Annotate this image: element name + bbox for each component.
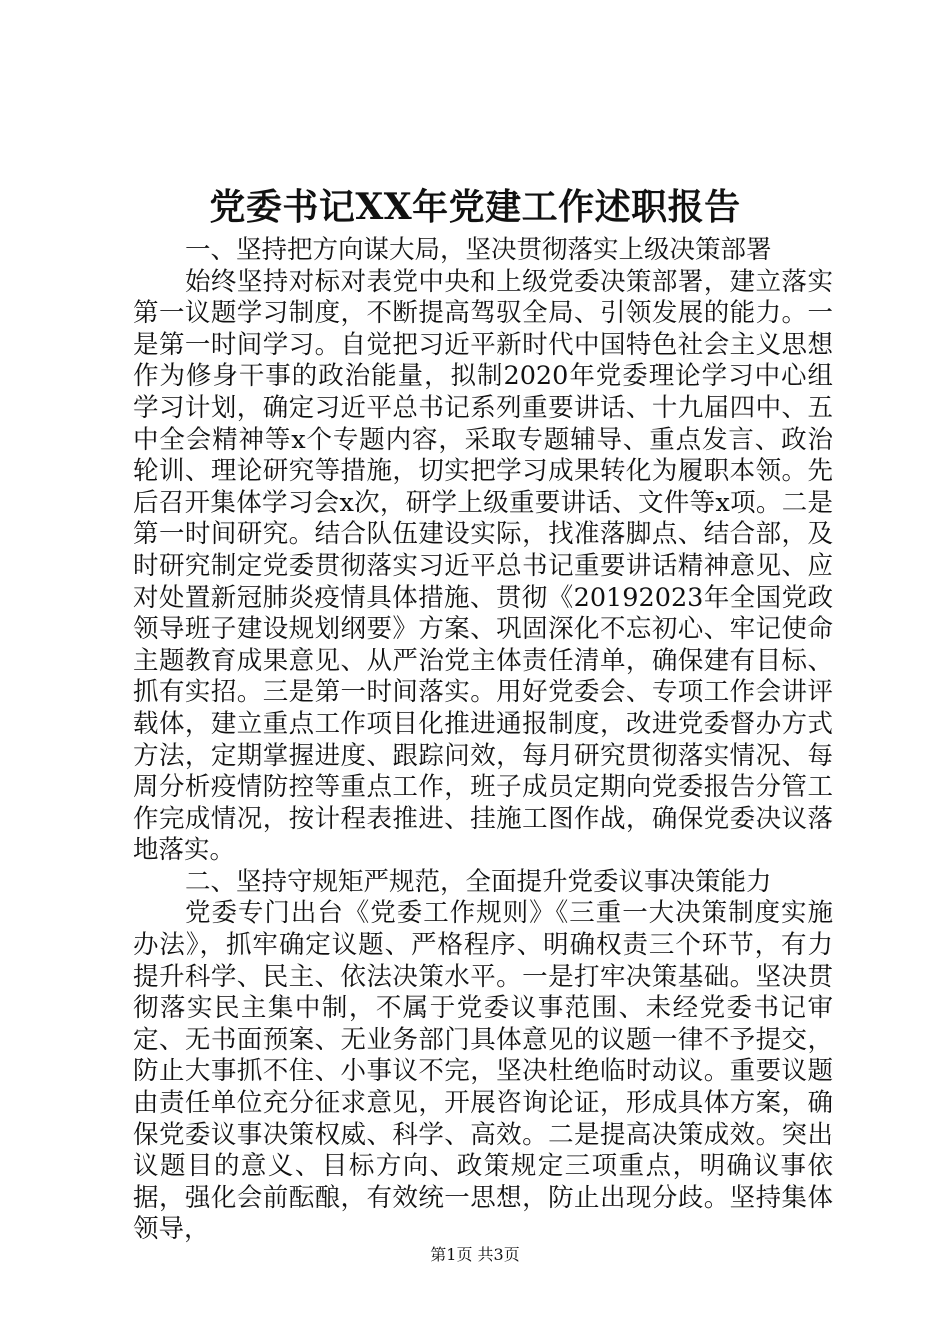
section-paragraph-1: 始终坚持对标对表党中央和上级党委决策部署，建立落实第一议题学习制度，不断提高驾驭全局、引领发展的能力。一是第一时间学习。自觉把习近平新时代中国特色社会主义思想作为修身干事的政治能量，拟制2020年党委理论学习中心组学习计划，确定习近平总书记系列重要讲话、十九届四中、五中全会精神等x个专题内容，采取专题辅导、重点发言、政治轮训、理论研究等措施，切实把学习成果转化为履职本领。先后召开集体学习会x次，研学上级重要讲话、文件等x项。二是第一时间研究。结合队伍建设实际，找准落脚点、结合部，及时研究制定党委贯彻落实习近平总书记重要讲话精神意见、应对处置新冠肺炎疫情具体措施、贯彻《20192023年全国党政领导班子建设规划纲要》方案、巩固深化不忘初心、牢记使命主题教育成果意见、从严治党主体责任清单，确保建有目标、抓有实招。三是第一时间落实。用好党委会、专项工作会讲评载体，建立重点工作项目化推进通报制度，改进党委督办方式方法，定期掌握进度、跟踪问效，每月研究贯彻落实情况、每周分析疫情防控等重点工作，班子成员定期向党委报告分管工作完成情况，按计程表推进、挂施工图作战，确保党委决议落地落实。 — [133, 266, 833, 866]
section-paragraph-2: 党委专门出台《党委工作规则》《三重一大决策制度实施办法》，抓牢确定议题、严格程序、明确权责三个环节，有力提升科学、民主、依法决策水平。一是打牢决策基础。坚决贯彻落实民主集中制，不属于党委议事范围、未经党委书记审定、无书面预案、无业务部门具体意见的议题一律不予提交，防止大事抓不住、小事议不完，坚决杜绝临时动议。重要议题由责任单位充分征求意见，开展咨询论证，形成具体方案，确保党委议事决策权威、科学、高效。二是提高决策成效。突出议题目的意义、目标方向、政策规定三项重点，明确议事依据，强化会前酝酿，有效统一思想，防止出现分歧。坚持集体领导， — [133, 898, 833, 1245]
section-heading-1: 一、坚持把方向谋大局，坚决贯彻落实上级决策部署 — [185, 235, 772, 265]
page-number-footer: 第1页 共3页 — [430, 1245, 520, 1264]
document-body — [133, 235, 833, 1246]
document-title: 党委书记XX年党建工作述职报告 — [209, 186, 741, 228]
section-heading-2: 二、坚持守规矩严规范，全面提升党委议事决策能力 — [185, 866, 772, 897]
